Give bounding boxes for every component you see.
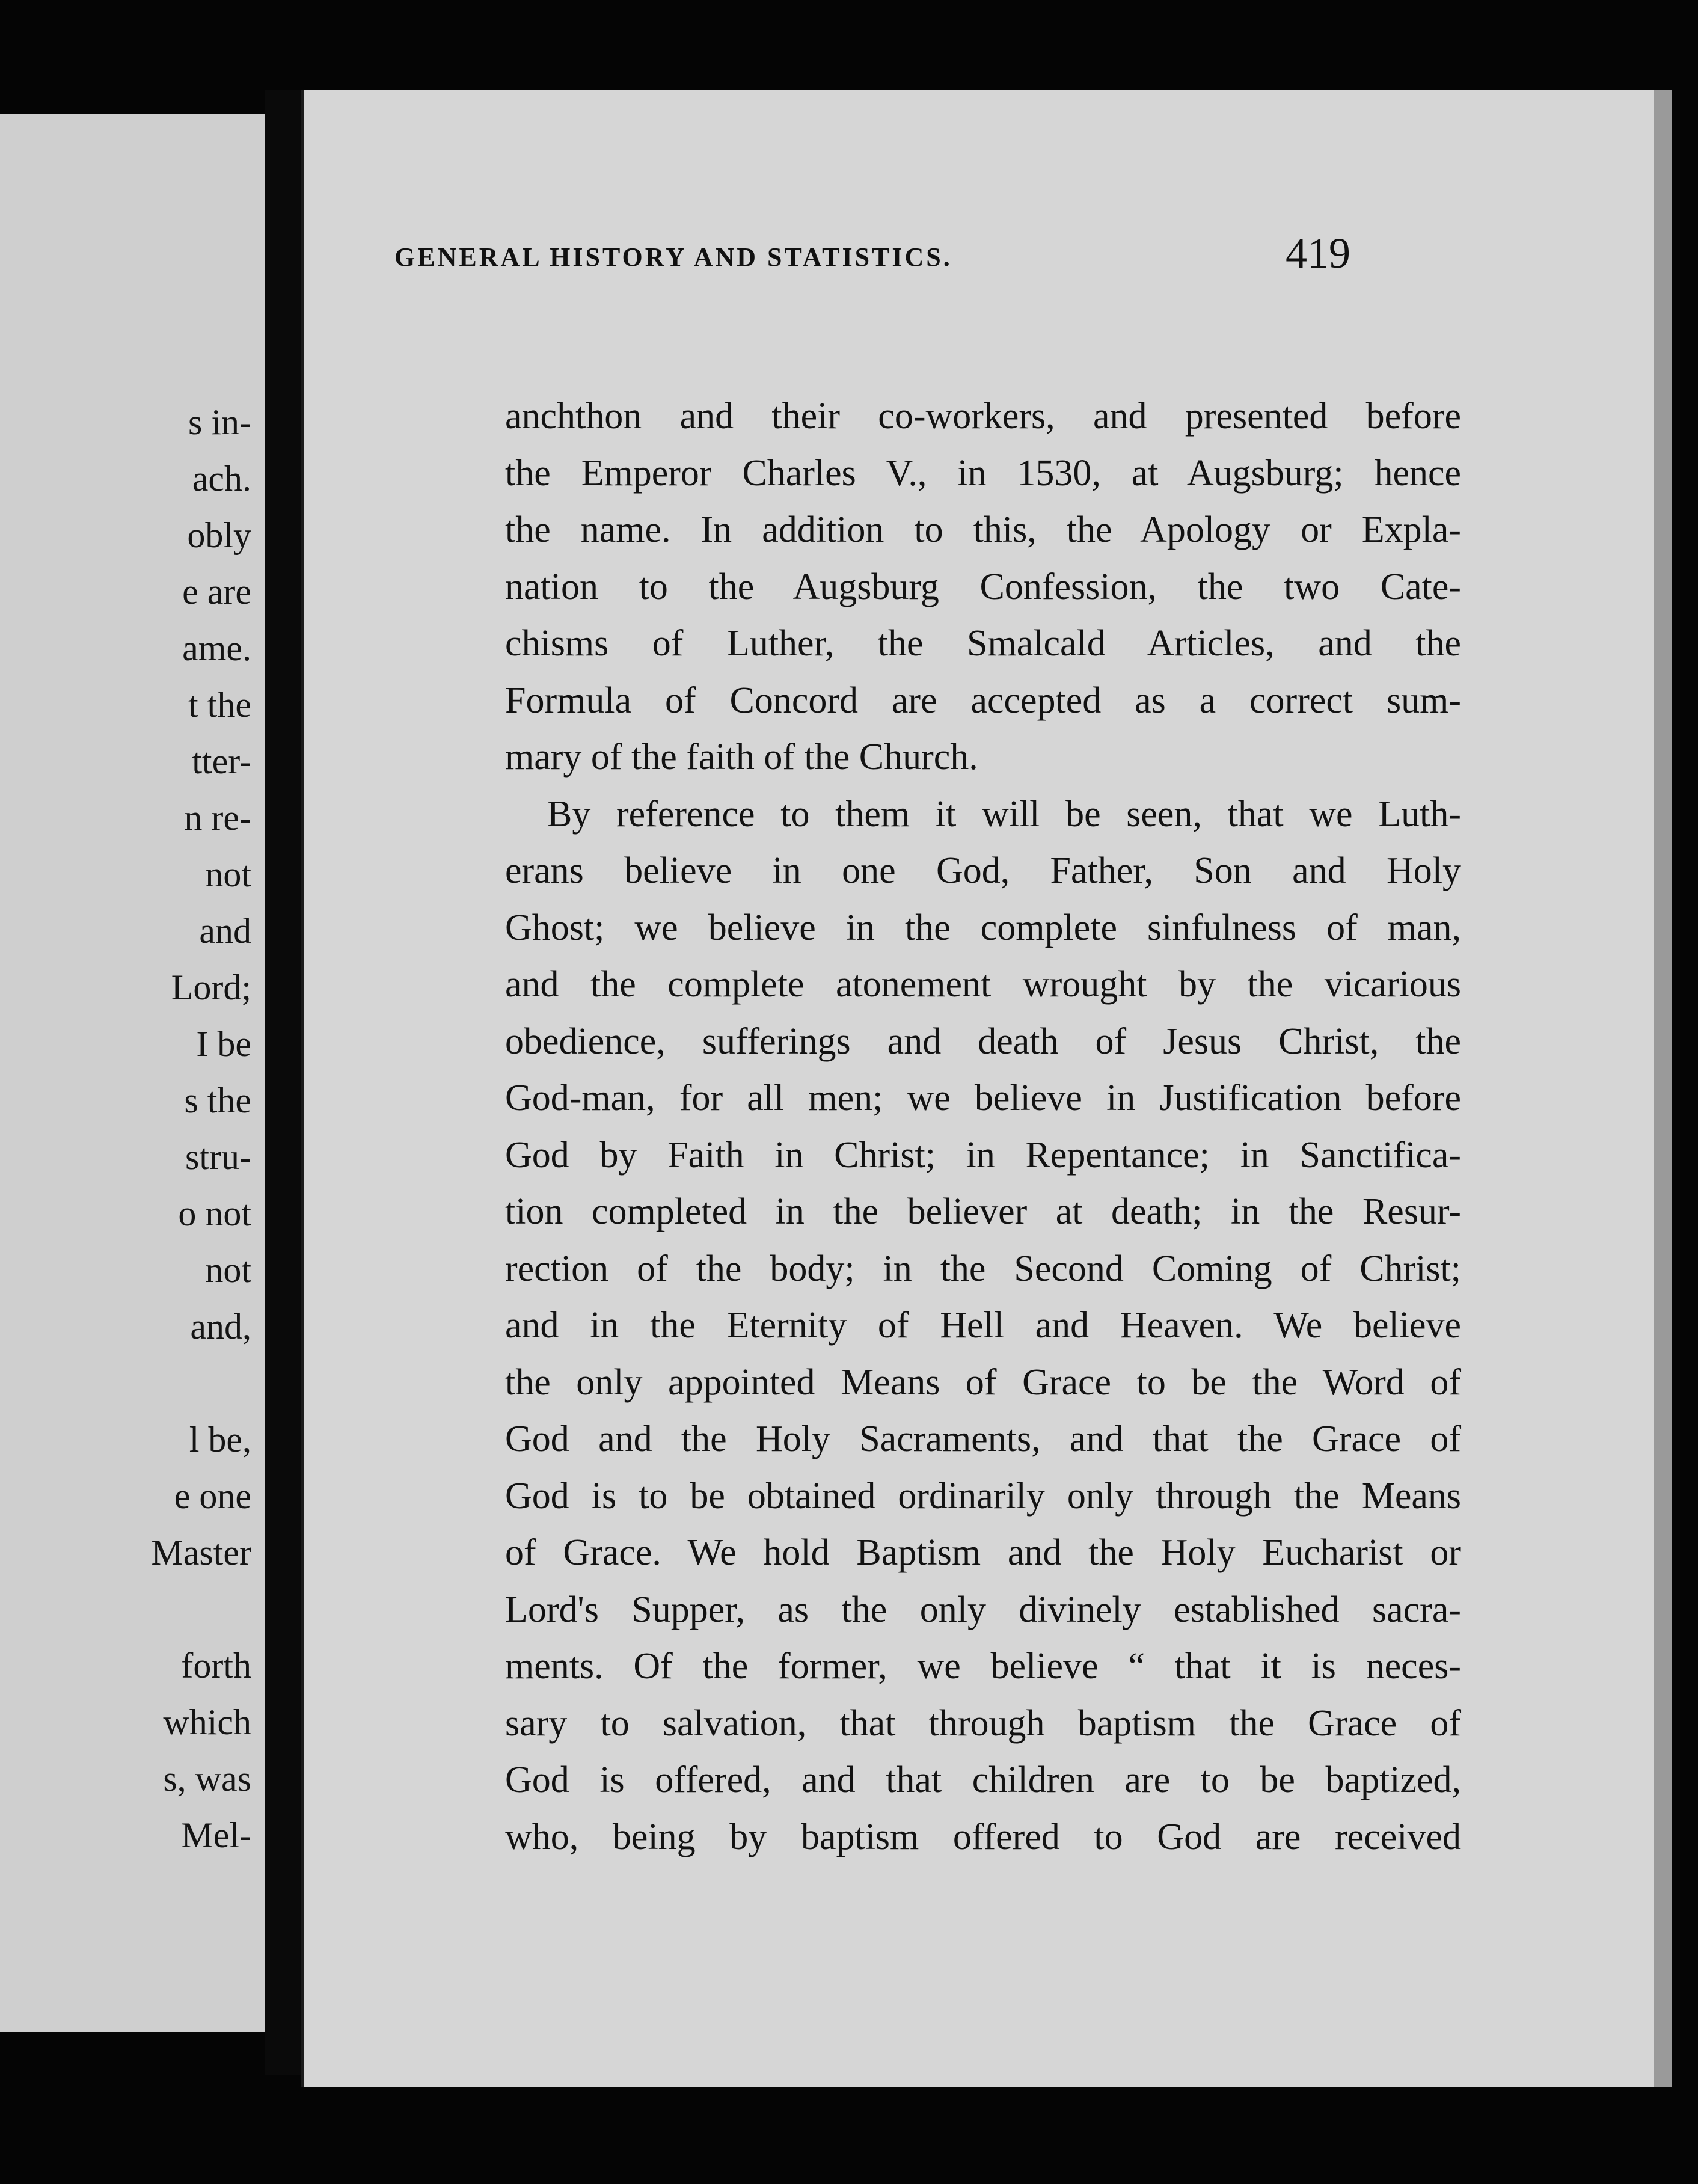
left-page-fragment: s, was xyxy=(163,1759,251,1799)
body-text xyxy=(505,388,1461,1865)
left-page-fragment: l be, xyxy=(189,1420,251,1459)
text-line: of Grace. We hold Baptism and the Holy Eucharist or xyxy=(505,1532,1461,1573)
left-page-fragment: ame. xyxy=(182,628,251,668)
text-line: God-man, for all men; we believe in Justification before xyxy=(505,1078,1461,1118)
paragraph xyxy=(505,786,1461,1866)
text-line: who, being by baptism offered to God are received xyxy=(505,1816,1461,1857)
left-page-fragment: n re- xyxy=(184,798,251,838)
left-page-fragment: obly xyxy=(187,515,251,555)
left-page-fragment: s in- xyxy=(188,402,251,442)
left-page-fragment: e are xyxy=(182,572,251,612)
text-line: the only appointed Means of Grace to be the Word of xyxy=(505,1361,1461,1403)
running-title: GENERAL HISTORY AND STATISTICS. xyxy=(394,242,952,272)
left-page-fragment: not xyxy=(205,1250,251,1290)
left-page xyxy=(0,114,265,2032)
left-page-fragment: Lord; xyxy=(171,968,251,1007)
left-page-fragment: forth xyxy=(181,1646,251,1686)
left-page-fragment: o not xyxy=(178,1194,251,1233)
text-line: the name. In addition to this, the Apology or Expla- xyxy=(505,509,1461,550)
left-page-fragment: tter- xyxy=(192,741,251,781)
page-number: 419 xyxy=(1286,229,1350,277)
left-page-fragment: t the xyxy=(188,685,251,725)
left-page-fragment: and xyxy=(199,911,251,951)
text-line: tion completed in the believer at death; in the Resur- xyxy=(505,1191,1461,1232)
left-page-fragment: Master xyxy=(151,1533,251,1572)
text-line: sary to salvation, that through baptism the Grace of xyxy=(505,1702,1461,1744)
left-page-fragment: and, xyxy=(190,1307,251,1346)
text-line: obedience, sufferings and death of Jesus Christ, the xyxy=(505,1020,1461,1062)
text-line: anchthon and their co-workers, and presented before xyxy=(505,396,1461,437)
text-line: God by Faith in Christ; in Repentance; in Sanctifica- xyxy=(505,1134,1461,1176)
page-edge xyxy=(1654,90,1672,2087)
left-page-fragment: s the xyxy=(184,1081,251,1120)
text-line: and in the Eternity of Hell and Heaven. We believe xyxy=(505,1305,1461,1346)
text-line: By reference to them it will be seen, that we Luth- xyxy=(547,793,1461,835)
text-line: nation to the Augsburg Confession, the two Cate- xyxy=(505,566,1461,607)
left-page-fragment: ach. xyxy=(192,459,251,498)
text-line: ments. Of the former, we believe “ that it is neces- xyxy=(505,1646,1461,1687)
text-line: God and the Holy Sacraments, and that the Grace of xyxy=(505,1419,1461,1459)
left-page-fragment: Mel- xyxy=(181,1815,251,1855)
left-page-fragment: which xyxy=(163,1702,251,1742)
text-line: God is offered, and that children are to be baptized, xyxy=(505,1759,1461,1800)
text-line: Ghost; we believe in the complete sinfulness of man, xyxy=(505,907,1461,948)
left-page-fragment: e one xyxy=(174,1476,251,1516)
text-line: mary of the faith of the Church. xyxy=(505,737,978,778)
running-head xyxy=(394,229,1350,283)
text-line: Lord's Supper, as the only divinely established sacra- xyxy=(505,1589,1461,1630)
text-line: rection of the body; in the Second Coming of Christ; xyxy=(505,1248,1461,1289)
left-page-fragment: stru- xyxy=(185,1137,251,1177)
text-line: erans believe in one God, Father, Son and Holy xyxy=(505,850,1461,891)
left-page-fragment: not xyxy=(205,854,251,894)
text-line: chisms of Luther, the Smalcald Articles, and the xyxy=(505,623,1461,664)
text-line: the Emperor Charles V., in 1530, at Augsburg; hence xyxy=(505,452,1461,494)
left-page-fragment: I be xyxy=(196,1024,251,1064)
book-gutter xyxy=(265,90,301,2075)
text-line: Formula of Concord are accepted as a correct sum- xyxy=(505,679,1461,721)
paragraph xyxy=(505,388,1461,786)
text-line: and the complete atonement wrought by the vicarious xyxy=(505,964,1461,1005)
text-line: God is to be obtained ordinarily only through the Means xyxy=(505,1475,1461,1517)
